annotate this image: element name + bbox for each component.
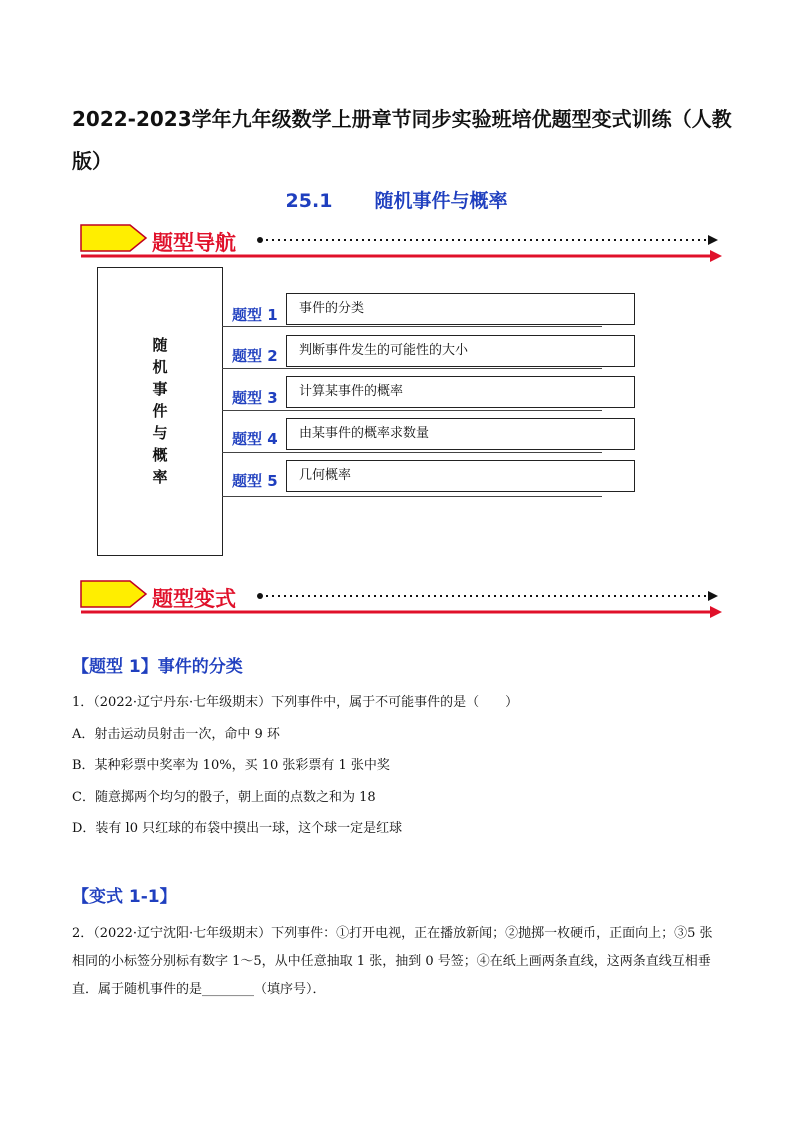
banner-title: 题型导航 (152, 231, 236, 255)
outline-center-label: 随 机 事 件 与 概 率 (152, 336, 168, 486)
banner-title: 题型变式 (152, 587, 236, 611)
outline-connector (222, 326, 602, 327)
outline-item-box: 由某事件的概率求数量 (286, 418, 635, 450)
document-title: 2022-2023学年九年级数学上册章节同步实验班培优题型变式训练（人教版） (72, 107, 732, 173)
outline-item-box: 事件的分类 (286, 293, 635, 325)
variation-banner (80, 578, 730, 624)
outline-connector (222, 368, 602, 369)
variant-question: 2．（2022·辽宁沈阳·七年级期末）下列事件：①打开电视，正在播放新闻；②抛掷一枚硬币，正面向上；③5 张相同的小标签分别标有数字 1～5，从中任意抽取 1 张，抽到 0 号签；④在纸上画两条直线，这两条直线互相垂直．属于随机事件的是________（填序号）． (72, 926, 713, 997)
option-c: C．随意掷两个均匀的骰子，朝上面的点数之和为 18 (72, 790, 376, 805)
variant-heading: 【变式 1-1】 (72, 887, 177, 907)
option-d: D．装有 l0 只红球的布袋中摸出一球，这个球一定是红球 (72, 821, 403, 836)
outline-center-box (97, 267, 223, 556)
outline-item-label: 题型 5 (232, 472, 278, 490)
outline-item-label: 题型 3 (232, 389, 278, 407)
section-title (0, 186, 793, 213)
option-b: B．某种彩票中奖率为 10%，买 10 张彩票有 1 张中奖 (72, 758, 390, 773)
outline-item-label: 题型 1 (232, 306, 278, 324)
outline-connector (222, 452, 602, 453)
option-a: A．射击运动员射击一次，命中 9 环 (72, 727, 280, 742)
outline-item-box: 几何概率 (286, 460, 635, 492)
outline-item-label: 题型 2 (232, 347, 278, 365)
section-number: 25.1 (285, 190, 333, 212)
outline-item-box: 判断事件发生的可能性的大小 (286, 335, 635, 367)
outline-connector (222, 496, 602, 497)
section-heading: 【题型 1】事件的分类 (72, 657, 243, 677)
navigation-banner (80, 222, 730, 268)
outline-item-label: 题型 4 (232, 430, 278, 448)
section-name: 随机事件与概率 (374, 190, 508, 212)
outline-connector (222, 410, 602, 411)
outline-item-box: 计算某事件的概率 (286, 376, 635, 408)
question-text: 1．（2022·辽宁丹东·七年级期末）下列事件中，属于不可能事件的是（ ） (72, 695, 519, 710)
